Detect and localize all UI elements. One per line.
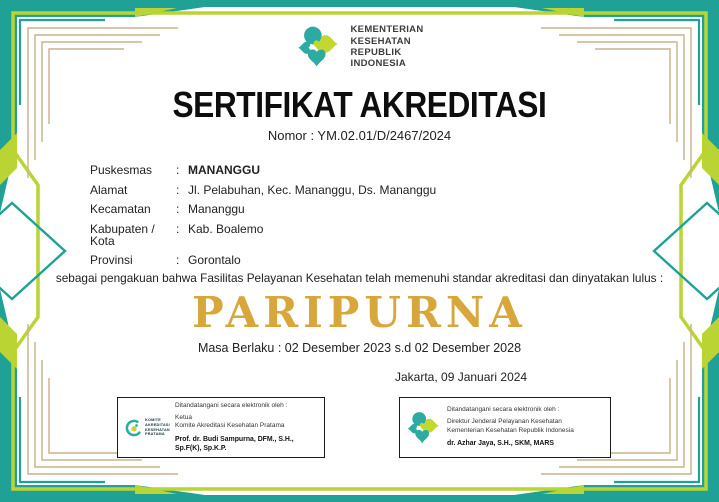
ministry-line: INDONESIA <box>350 58 406 70</box>
kemenkes-logo-icon <box>406 410 442 446</box>
esign-note: Ditandatangani secara elektronik oleh : <box>447 406 560 414</box>
field-label: Alamat <box>90 182 128 197</box>
validity-period: Masa Berlaku : 02 Desember 2023 s.d 02 Desember 2028 <box>197 341 522 355</box>
field-label: Kecamatan <box>90 202 151 216</box>
field-colon: : <box>176 221 180 236</box>
ministry-line: KESEHATAN <box>350 35 411 47</box>
field-value: MANANGGU <box>188 163 260 177</box>
certificate-title: SERTIFIKAT AKREDITASI <box>172 84 547 125</box>
signature-box-komite <box>117 397 325 458</box>
signer-name: dr. Azhar Jaya, S.H., SKM, MARS <box>447 440 554 448</box>
facility-fields <box>90 164 436 274</box>
signer-org: Kementerian Kesehatan Republik Indonesia <box>447 426 574 434</box>
komite-akreditasi-logo-icon <box>124 418 170 438</box>
ministry-line: KEMENTERIAN <box>350 24 424 36</box>
esign-note: Ditandatangani secara elektronik oleh : <box>175 401 288 409</box>
field-value: Mananggu <box>188 202 245 216</box>
komite-swirl-icon <box>124 418 144 438</box>
komite-logo-line: AKREDITASI <box>145 422 170 427</box>
accreditation-grade: PARIPURNA <box>192 288 527 337</box>
signer-role: Direktur Jenderal Pelayanan Kesehatan <box>447 418 562 426</box>
ministry-header <box>0 24 719 70</box>
accreditation-statement: sebagai pengakuan bahwa Fasilitas Pelayanan Kesehatan telah memenuhi standar akreditasi dan dinyatakan lulus : <box>55 271 664 285</box>
field-value: Jl. Pelabuhan, Kec. Mananggu, Ds. Mananggu <box>188 182 437 197</box>
field-colon: : <box>176 163 180 177</box>
place-and-date: Jakarta, 09 Januari 2024 <box>395 370 528 384</box>
field-colon: : <box>176 202 180 216</box>
field-row-kecamatan <box>90 203 436 215</box>
certificate-number: Nomor : YM.02.01/D/2467/2024 <box>267 128 452 143</box>
field-row-kabupaten <box>90 223 436 247</box>
field-label: Provinsi <box>90 253 133 267</box>
field-row-provinsi <box>90 254 436 266</box>
signer-name: Prof. dr. Budi Sampurna, DFM., S.H., Sp.F(K), Sp.K.P. <box>175 435 294 452</box>
field-row-puskesmas <box>90 164 436 176</box>
kemenkes-logo-icon <box>296 24 342 70</box>
field-colon: : <box>176 182 180 197</box>
field-value: Kab. Boalemo <box>188 221 264 236</box>
field-value: Gorontalo <box>188 253 241 267</box>
signer-org: Komite Akreditasi Kesehatan Pratama <box>175 422 285 430</box>
ministry-line: REPUBLIK <box>350 47 402 58</box>
komite-logo-line: KOMITE <box>145 418 161 423</box>
certificate-title-wrap <box>0 84 719 126</box>
field-row-alamat <box>90 184 436 196</box>
ministry-name <box>351 24 424 70</box>
komite-logo-text <box>145 418 170 437</box>
signature-box-kemenkes <box>399 397 611 458</box>
signer-role: Ketua <box>175 413 192 421</box>
komite-logo-line: KESEHATAN <box>145 427 170 432</box>
field-colon: : <box>176 253 180 267</box>
field-label: Puskesmas <box>90 163 153 177</box>
field-label: Kabupaten / Kota <box>90 221 155 248</box>
komite-logo-line: PRATAMA <box>145 432 165 437</box>
